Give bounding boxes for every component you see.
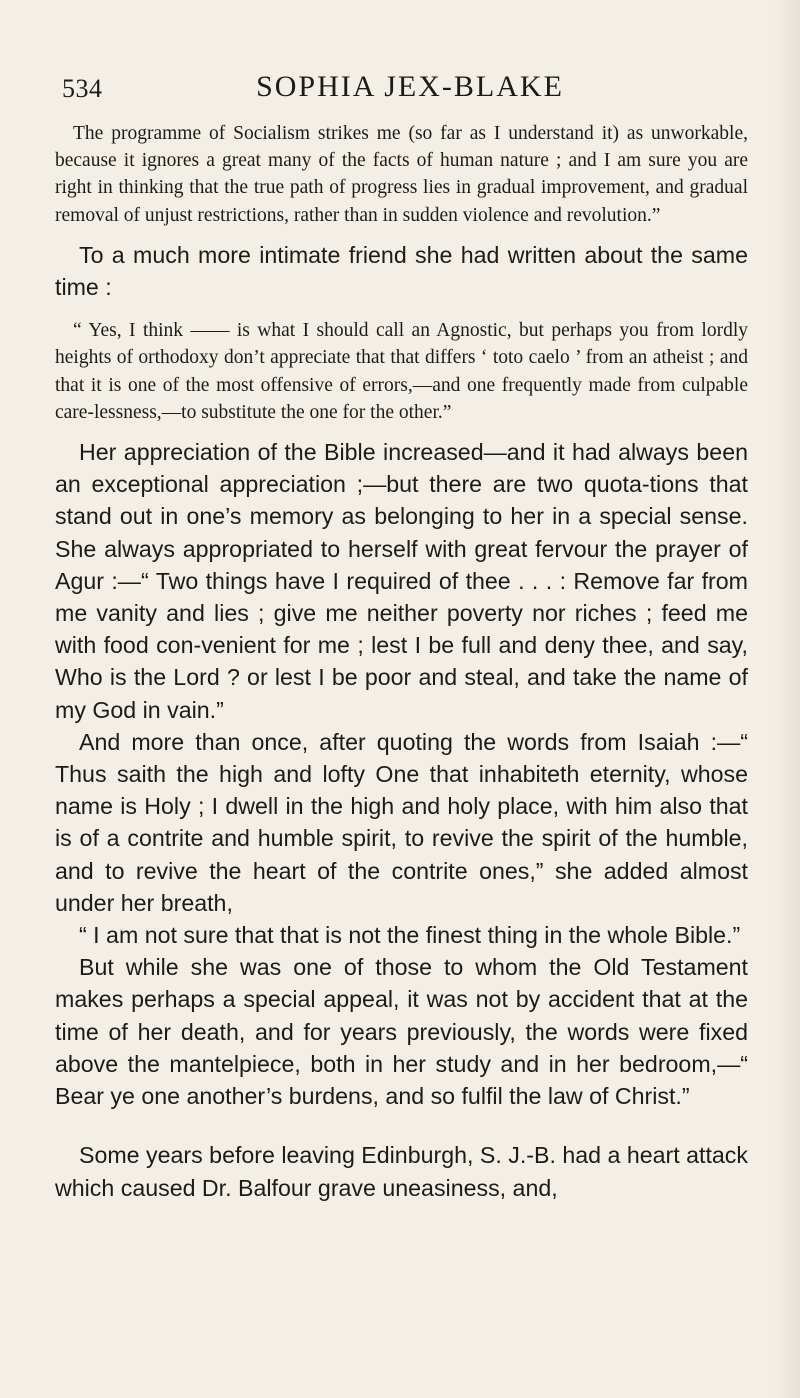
page-header: [50, 60, 750, 103]
paragraph-heart-attack: Some years before leaving Edinburgh, S. J.-B. had a heart attack which caused Dr. Balfour grave uneasiness, and,: [55, 1142, 748, 1201]
running-head: SOPHIA JEX-BLAKE: [256, 70, 564, 103]
paragraph-bible-appreciation: Her appreciation of the Bible increased—and it had always been an exceptional appreciation ;—but there are two quota-tions that stand out in one’s memory as belonging to her in a special sense. She always appropriated to herself with great fervour the prayer of Agur :—“ Two things have I required of thee . . . : Remove far from me vanity and lies ; give me neither poverty nor riches ; feed me with food con-venient for me ; lest I be full and deny thee, and say, Who is the Lord ? or lest I be poor and steal, and take the name of my God in vain.”: [55, 439, 748, 723]
letter-quote-socialism: The programme of Socialism strikes me (so far as I understand it) as unworkable, because it ignores a great many of the facts of human nature ; and I am sure you are right in thinking that the true path of progress lies in gradual improvement, and gradual removal of unjust restrictions, rather than in sudden violence and revolution.”: [55, 123, 748, 226]
paragraph-old-testament: But while she was one of those to whom the Old Testament makes perhaps a special appeal, it was not by accident that at the time of her death, and for years previously, the words were fixed above the mantelpiece, both in her study and in her bedroom,—“ Bear ye one another’s burdens, and so fulfil the law of Christ.”: [55, 954, 748, 1110]
page-edge-shadow: [774, 0, 800, 1398]
letter-quote-agnostic: “ Yes, I think —— is what I should call an Agnostic, but perhaps you from lordly heights of orthodoxy don’t appreciate that that differs ‘ toto caelo ’ from an atheist ; and that it is one of the most offensive of errors,—and one frequently made from culpable care-lessness,—to substitute the one for the other.”: [55, 320, 748, 423]
paragraph-finest-thing: “ I am not sure that that is not the finest thing in the whole Bible.”: [79, 922, 741, 949]
paragraph-intimate-friend: To a much more intimate friend she had written about the same time :: [55, 241, 748, 301]
paragraph-isaiah: And more than once, after quoting the words from Isaiah :—“ Thus saith the high and lofty One that inhabiteth eternity, whose name is Holy ; I dwell in the high and holy place, with him also that is of a contrite and humble spirit, to revive the spirit of the humble, and to revive the heart of the contrite ones,” she added almost under her breath,: [55, 728, 748, 916]
page-number: 534: [62, 74, 103, 103]
page-body: [55, 120, 748, 1204]
